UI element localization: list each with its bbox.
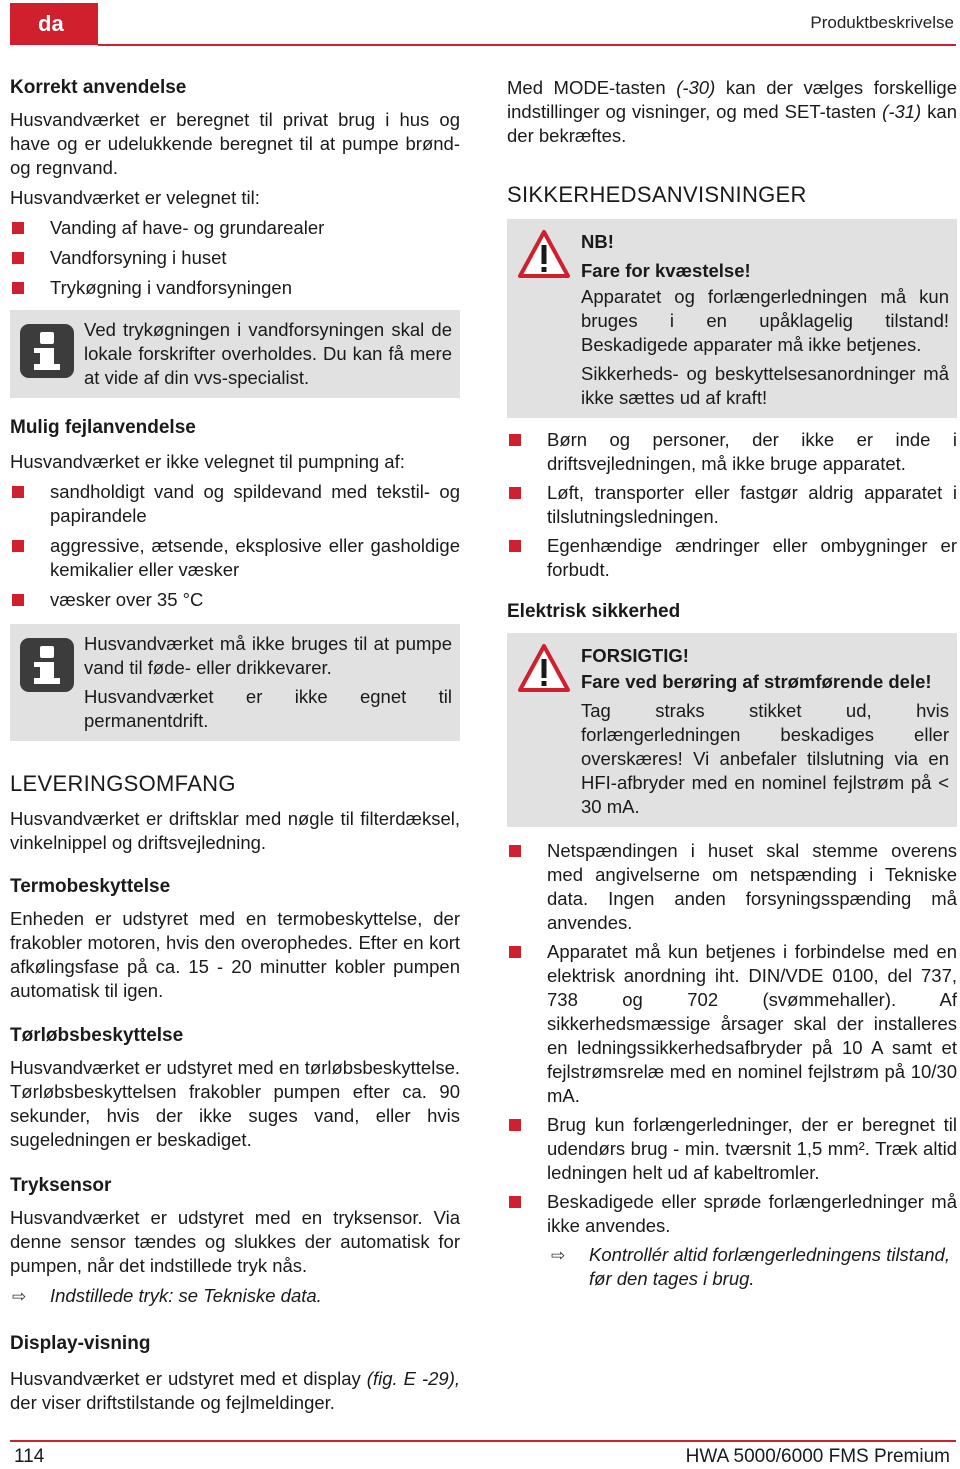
warning-para-1: Apparatet og forlængerledningen må kun bruges i en upåklagelig tilstand! Beskadigede apparater må ikke betjenes. — [581, 286, 949, 355]
arrow-note-text: Kontrollér altid forlængerledningens tilstand, før den tages i brug. — [589, 1244, 950, 1289]
mode-text-a: Med MODE-tasten — [507, 77, 677, 98]
heading-torlob: Tørløbsbeskyttelse — [10, 1025, 184, 1046]
warning-title-2: Fare for kvæstelse! — [581, 260, 751, 281]
footer-rule — [10, 1440, 956, 1442]
info-text: Ved trykøgningen i vandforsyningen skal de lokale forskrifter overholdes. Du kan få mere at vide af din vvs-specialist. — [84, 319, 452, 388]
page-number: 114 — [14, 1446, 45, 1467]
heading-sikkerhed: SIKKERHEDSANVISNINGER — [507, 182, 807, 207]
mulig-list — [10, 480, 460, 612]
display-text-a: Husvandværket er udstyret med et display — [10, 1368, 367, 1389]
header-rule — [98, 44, 956, 46]
levering-para: Husvandværket er driftsklar med nøgle til filterdæksel, vinkelnippel og driftsvejledning. — [10, 808, 460, 853]
warning-para-2: Sikkerheds- og beskyttelsesanordninger må ikke sættes ud af kraft! — [581, 363, 949, 408]
list-item: Apparatet må kun betjenes i forbindelse med en elektrisk anordning iht. DIN/VDE 0100, del 737, 738 og 702 (svømmehaller). Af sikkerhedsmæssige årsager skal der installeres en ledningssikkerhedsafbryder på 10 A samt et fejlstrømsrelæ med en nominel fejlstrøm på 10/30 mA. — [507, 940, 957, 1108]
mode-text-b: kan der vælges forskellige indstillinger og visninger, og med SET-tasten — [507, 77, 957, 122]
sikker-list — [507, 428, 957, 582]
list-item: Beskadigede eller sprøde forlængerledninger må ikke anvendes. — [507, 1190, 957, 1238]
arrow-note-text: Indstillede tryk: se Tekniske data. — [50, 1285, 322, 1306]
list-item: Børn og personer, der ikke er inde i driftsvejledningen, må ikke bruge apparatet. — [507, 428, 957, 476]
warning-title-2: Fare ved berøring af strømførende dele! — [581, 671, 932, 692]
list-item: aggressive, ætsende, eksplosive eller gasholdige kemikalier eller væsker — [10, 534, 460, 582]
torlob-para: Husvandværket er udstyret med en tørløbsbeskyttelse. Tørløbsbeskyttelsen frakobler pumpen efter ca. 90 sekunder, hvis der ikke suges vand, eller hvis sugeledningen er beskadiget. — [10, 1057, 460, 1150]
korrekt-para-2: Husvandværket er velegnet til: — [10, 187, 260, 208]
heading-tryk: Tryksensor — [10, 1175, 112, 1196]
list-item: Trykøgning i vandforsyningen — [10, 276, 460, 300]
left-column — [10, 76, 460, 1415]
warning-box-nb — [507, 219, 957, 418]
info-icon — [20, 324, 74, 378]
tryk-arrow-note — [10, 1284, 460, 1308]
list-item: Vandforsyning i huset — [10, 246, 460, 270]
arrow-icon: ⇨ — [551, 1246, 566, 1265]
warning-title-1: NB! — [581, 231, 614, 252]
info-box-mulig — [10, 624, 460, 741]
korrekt-para-1: Husvandværket er beregnet til privat brug i hus og have og er udelukkende beregnet til at pumpe brønd- og regnvand. — [10, 109, 460, 178]
elektrisk-arrow-note — [507, 1243, 957, 1291]
heading-elektrisk: Elektrisk sikkerhed — [507, 601, 681, 622]
display-text-b: der viser driftstilstande og fejlmeldinger. — [10, 1392, 335, 1413]
mode-ref-1: (-30) — [676, 77, 716, 98]
list-item: Brug kun forlængerledninger, der er beregnet til udendørs brug - min. tværsnit 1,5 mm². Træk altid ledningen helt ud af kabeltromler. — [507, 1113, 957, 1185]
list-item: Netspændingen i huset skal stemme overens med angivelserne om netspænding i Tekniske data. Ingen anden forsyningsspænding må anvendes. — [507, 839, 957, 935]
arrow-icon: ⇨ — [12, 1287, 27, 1306]
info-text-1: Husvandværket må ikke bruges til at pumpe vand til føde- eller drikkevarer. — [84, 633, 452, 678]
heading-korrekt: Korrekt anvendelse — [10, 77, 187, 98]
right-column — [507, 76, 957, 1291]
info-box-korrekt — [10, 310, 460, 398]
language-tab — [10, 3, 98, 45]
mulig-para-1: Husvandværket er ikke velegnet til pumpning af: — [10, 451, 405, 472]
list-item: Vanding af have- og grundarealer — [10, 216, 460, 240]
elektrisk-list — [507, 839, 957, 1238]
tryk-para: Husvandværket er udstyret med en tryksensor. Via denne sensor tændes og slukkes der automatisk for pumpen, når det indstillede tryk nås. — [10, 1207, 460, 1276]
list-item: Løft, transporter eller fastgør aldrig apparatet i tilslutningsledningen. — [507, 481, 957, 529]
mode-para — [507, 76, 957, 148]
heading-display: Display-visning — [10, 1333, 151, 1354]
warning-para-1: Tag straks stikket ud, hvis forlængerledningen beskadiges eller overskæres! Vi anbefaler tilslutning via en HFI-afbryder med en nominel fejlstrøm på < 30 mA. — [581, 700, 949, 817]
termo-para: Enheden er udstyret med en termobeskyttelse, der frakobler motoren, hvis den overophedes. Efter en kort afkølingsfase på ca. 15 - 20 minutter kobler pumpen automatisk til igen. — [10, 908, 460, 1001]
list-item: Egenhændige ændringer eller ombygninger er forbudt. — [507, 534, 957, 582]
figure-ref: (fig. E -29), — [366, 1368, 461, 1389]
list-item: sandholdigt vand og spildevand med tekstil- og papirandele — [10, 480, 460, 528]
display-para — [10, 1367, 460, 1415]
mode-ref-2: (-31) — [882, 101, 922, 122]
heading-levering: LEVERINGSOMFANG — [10, 771, 236, 796]
list-item: væsker over 35 °C — [10, 588, 460, 612]
language-code: da — [38, 11, 64, 36]
warning-box-forsigtig — [507, 633, 957, 827]
info-icon — [20, 638, 74, 692]
warning-title-1: FORSIGTIG! — [581, 645, 689, 666]
heading-termo: Termobeskyttelse — [10, 876, 171, 897]
warning-triangle-icon — [517, 643, 571, 693]
korrekt-list — [10, 216, 460, 300]
section-title: Produktbeskrivelse — [810, 13, 954, 32]
info-text-2: Husvandværket er ikke egnet til permanentdrift. — [84, 686, 452, 731]
mode-text-c: kan der bekræftes. — [507, 101, 958, 146]
warning-triangle-icon — [517, 229, 571, 279]
heading-mulig: Mulig fejlanvendelse — [10, 417, 196, 438]
product-name: HWA 5000/6000 FMS Premium — [685, 1446, 950, 1467]
